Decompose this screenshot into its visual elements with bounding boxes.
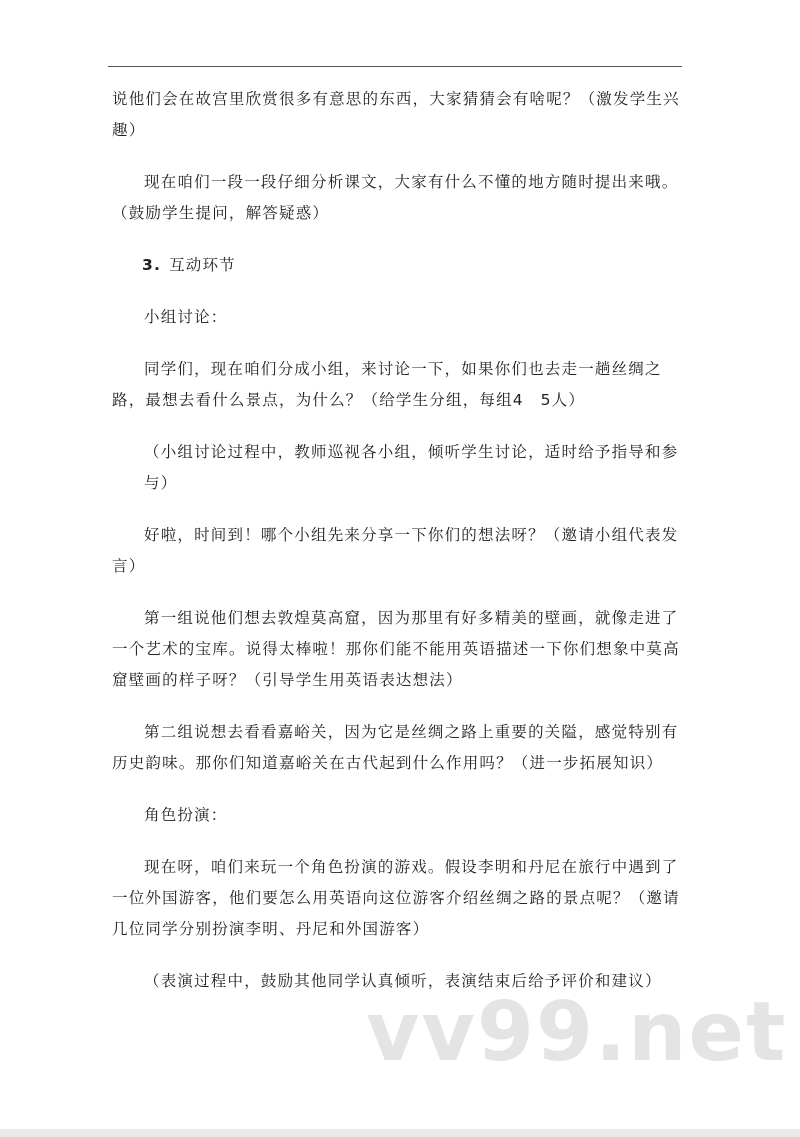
- page-bottom-edge: [0, 1129, 800, 1137]
- paragraph-group-one: 第一组说他们想去敦煌莫高窟，因为那里有好多精美的壁画，就像走进了一个艺术的宝库。说得太棒啦！那你们能不能用英语描述一下你们想象中莫高窟壁画的样子呀？（引导学生用英语表达想法）: [112, 609, 680, 689]
- paragraph-time-up: 好啦，时间到！哪个小组先来分享一下你们的想法呀？（邀请小组代表发言）: [112, 526, 679, 575]
- section-number: 3.: [142, 256, 162, 274]
- subheading-role-play: 角色扮演：: [144, 806, 228, 824]
- paragraph-group-question: 同学们，现在咱们分成小组，来讨论一下，如果你们也去走一趟丝绸之路，最想去看什么景点，为什么？（给学生分组，每组4 5人）: [112, 360, 662, 409]
- paragraph-analyze-text: 现在咱们一段一段仔细分析课文，大家有什么不懂的地方随时提出来哦。（鼓励学生提问，解答疑惑）: [112, 173, 679, 222]
- paragraph-role-play: 现在呀，咱们来玩一个角色扮演的游戏。假设李明和丹尼在旅行中遇到了一位外国游客，他们要怎么用英语向这位游客介绍丝绸之路的景点呢？（邀请几位同学分别扮演李明、丹尼和外国游客）: [112, 858, 680, 938]
- document-body: [112, 84, 688, 1018]
- subheading-group-discussion: 小组讨论：: [144, 308, 228, 326]
- paragraph-continued: 说他们会在故宫里欣赏很多有意思的东西，大家猜猜会有啥呢？（激发学生兴趣）: [112, 90, 680, 139]
- section-heading: [112, 250, 688, 281]
- watermark: vv99.net: [366, 985, 788, 1080]
- paragraph-teacher-note: （小组讨论过程中，教师巡视各小组，倾听学生讨论，适时给予指导和参与）: [144, 443, 679, 492]
- paragraph-group-two: 第二组说想去看看嘉峪关，因为它是丝绸之路上重要的关隘，感觉特别有历史韵味。那你们知道嘉峪关在古代起到什么作用吗？（进一步拓展知识）: [112, 723, 679, 772]
- paragraph-performance-note: （表演过程中，鼓励其他同学认真倾听，表演结束后给予评价和建议）: [144, 972, 662, 990]
- section-title: 互动环节: [169, 256, 236, 274]
- header-rule: [108, 66, 682, 67]
